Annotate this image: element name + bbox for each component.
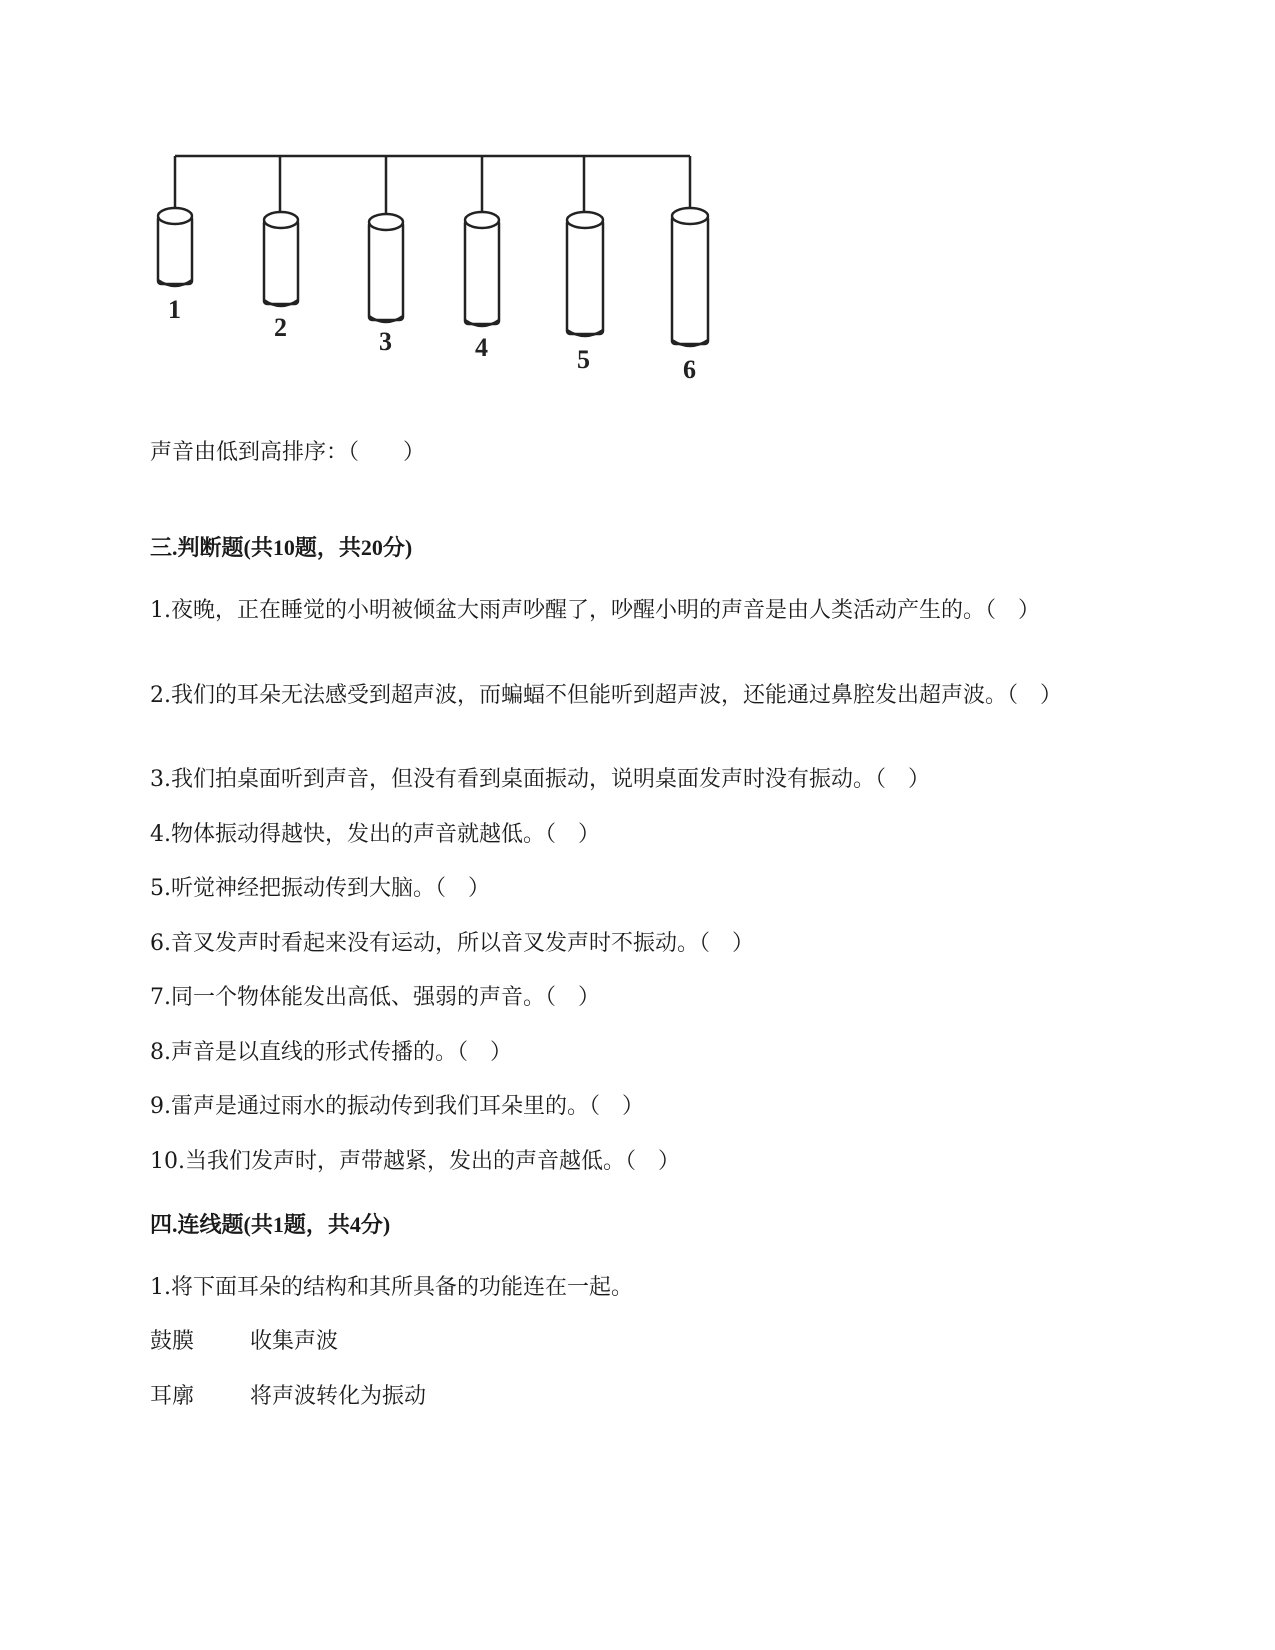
matching-right-2: 将声波转化为振动 [250, 1384, 427, 1409]
section-4-heading: 四.连线题(共1题，共4分) [150, 1212, 391, 1237]
matching-row-2 [150, 1382, 426, 1412]
tube-5 [567, 212, 603, 336]
judgment-item-7: 7.同一个物体能发出高低、强弱的声音。（ ） [150, 985, 600, 1010]
tube-6 [672, 208, 708, 346]
matching-question: 1.将下面耳朵的结构和其所具备的功能连在一起。 [150, 1275, 633, 1300]
ordering-question: 声音由低到高排序：（ ） [150, 440, 426, 465]
tube-label-4: 4 [475, 333, 488, 362]
matching-left-1: 鼓膜 [150, 1329, 195, 1354]
judgment-item-3: 3.我们拍桌面听到声音，但没有看到桌面振动，说明桌面发声时没有振动。（ ） [150, 767, 930, 792]
tube-2 [264, 212, 298, 306]
tube-4 [465, 212, 499, 326]
judgment-item-1: 1.夜晚，正在睡觉的小明被倾盆大雨声吵醒了，吵醒小明的声音是由人类活动产生的。（ ） [150, 598, 1040, 623]
tube-1 [158, 208, 192, 286]
tube-label-6: 6 [683, 355, 696, 384]
tube-label-2: 2 [274, 313, 287, 342]
tube-label-1: 1 [168, 295, 181, 324]
judgment-item-10: 10.当我们发声时，声带越紧，发出的声音越低。（ ） [150, 1149, 680, 1174]
tube-3 [369, 214, 403, 322]
tube-label-3: 3 [379, 327, 392, 356]
judgment-item-2: 2.我们的耳朵无法感受到超声波，而蝙蝠不但能听到超声波，还能通过鼻腔发出超声波。（ ） [150, 683, 1062, 708]
section-3-heading: 三.判断题(共10题，共20分) [150, 535, 413, 560]
judgment-item-9: 9.雷声是通过雨水的振动传到我们耳朵里的。（ ） [150, 1094, 644, 1119]
judgment-item-8: 8.声音是以直线的形式传播的。（ ） [150, 1040, 512, 1065]
matching-left-2: 耳廓 [150, 1384, 195, 1409]
judgment-item-5: 5.听觉神经把振动传到大脑。（ ） [150, 876, 490, 901]
judgment-item-4: 4.物体振动得越快，发出的声音就越低。（ ） [150, 822, 600, 847]
matching-right-1: 收集声波 [250, 1329, 339, 1354]
tube-label-5: 5 [577, 345, 590, 374]
hanging-tubes-figure [150, 150, 750, 410]
judgment-item-6: 6.音叉发声时看起来没有运动，所以音叉发声时不振动。（ ） [150, 931, 754, 956]
matching-row-1 [150, 1327, 338, 1357]
